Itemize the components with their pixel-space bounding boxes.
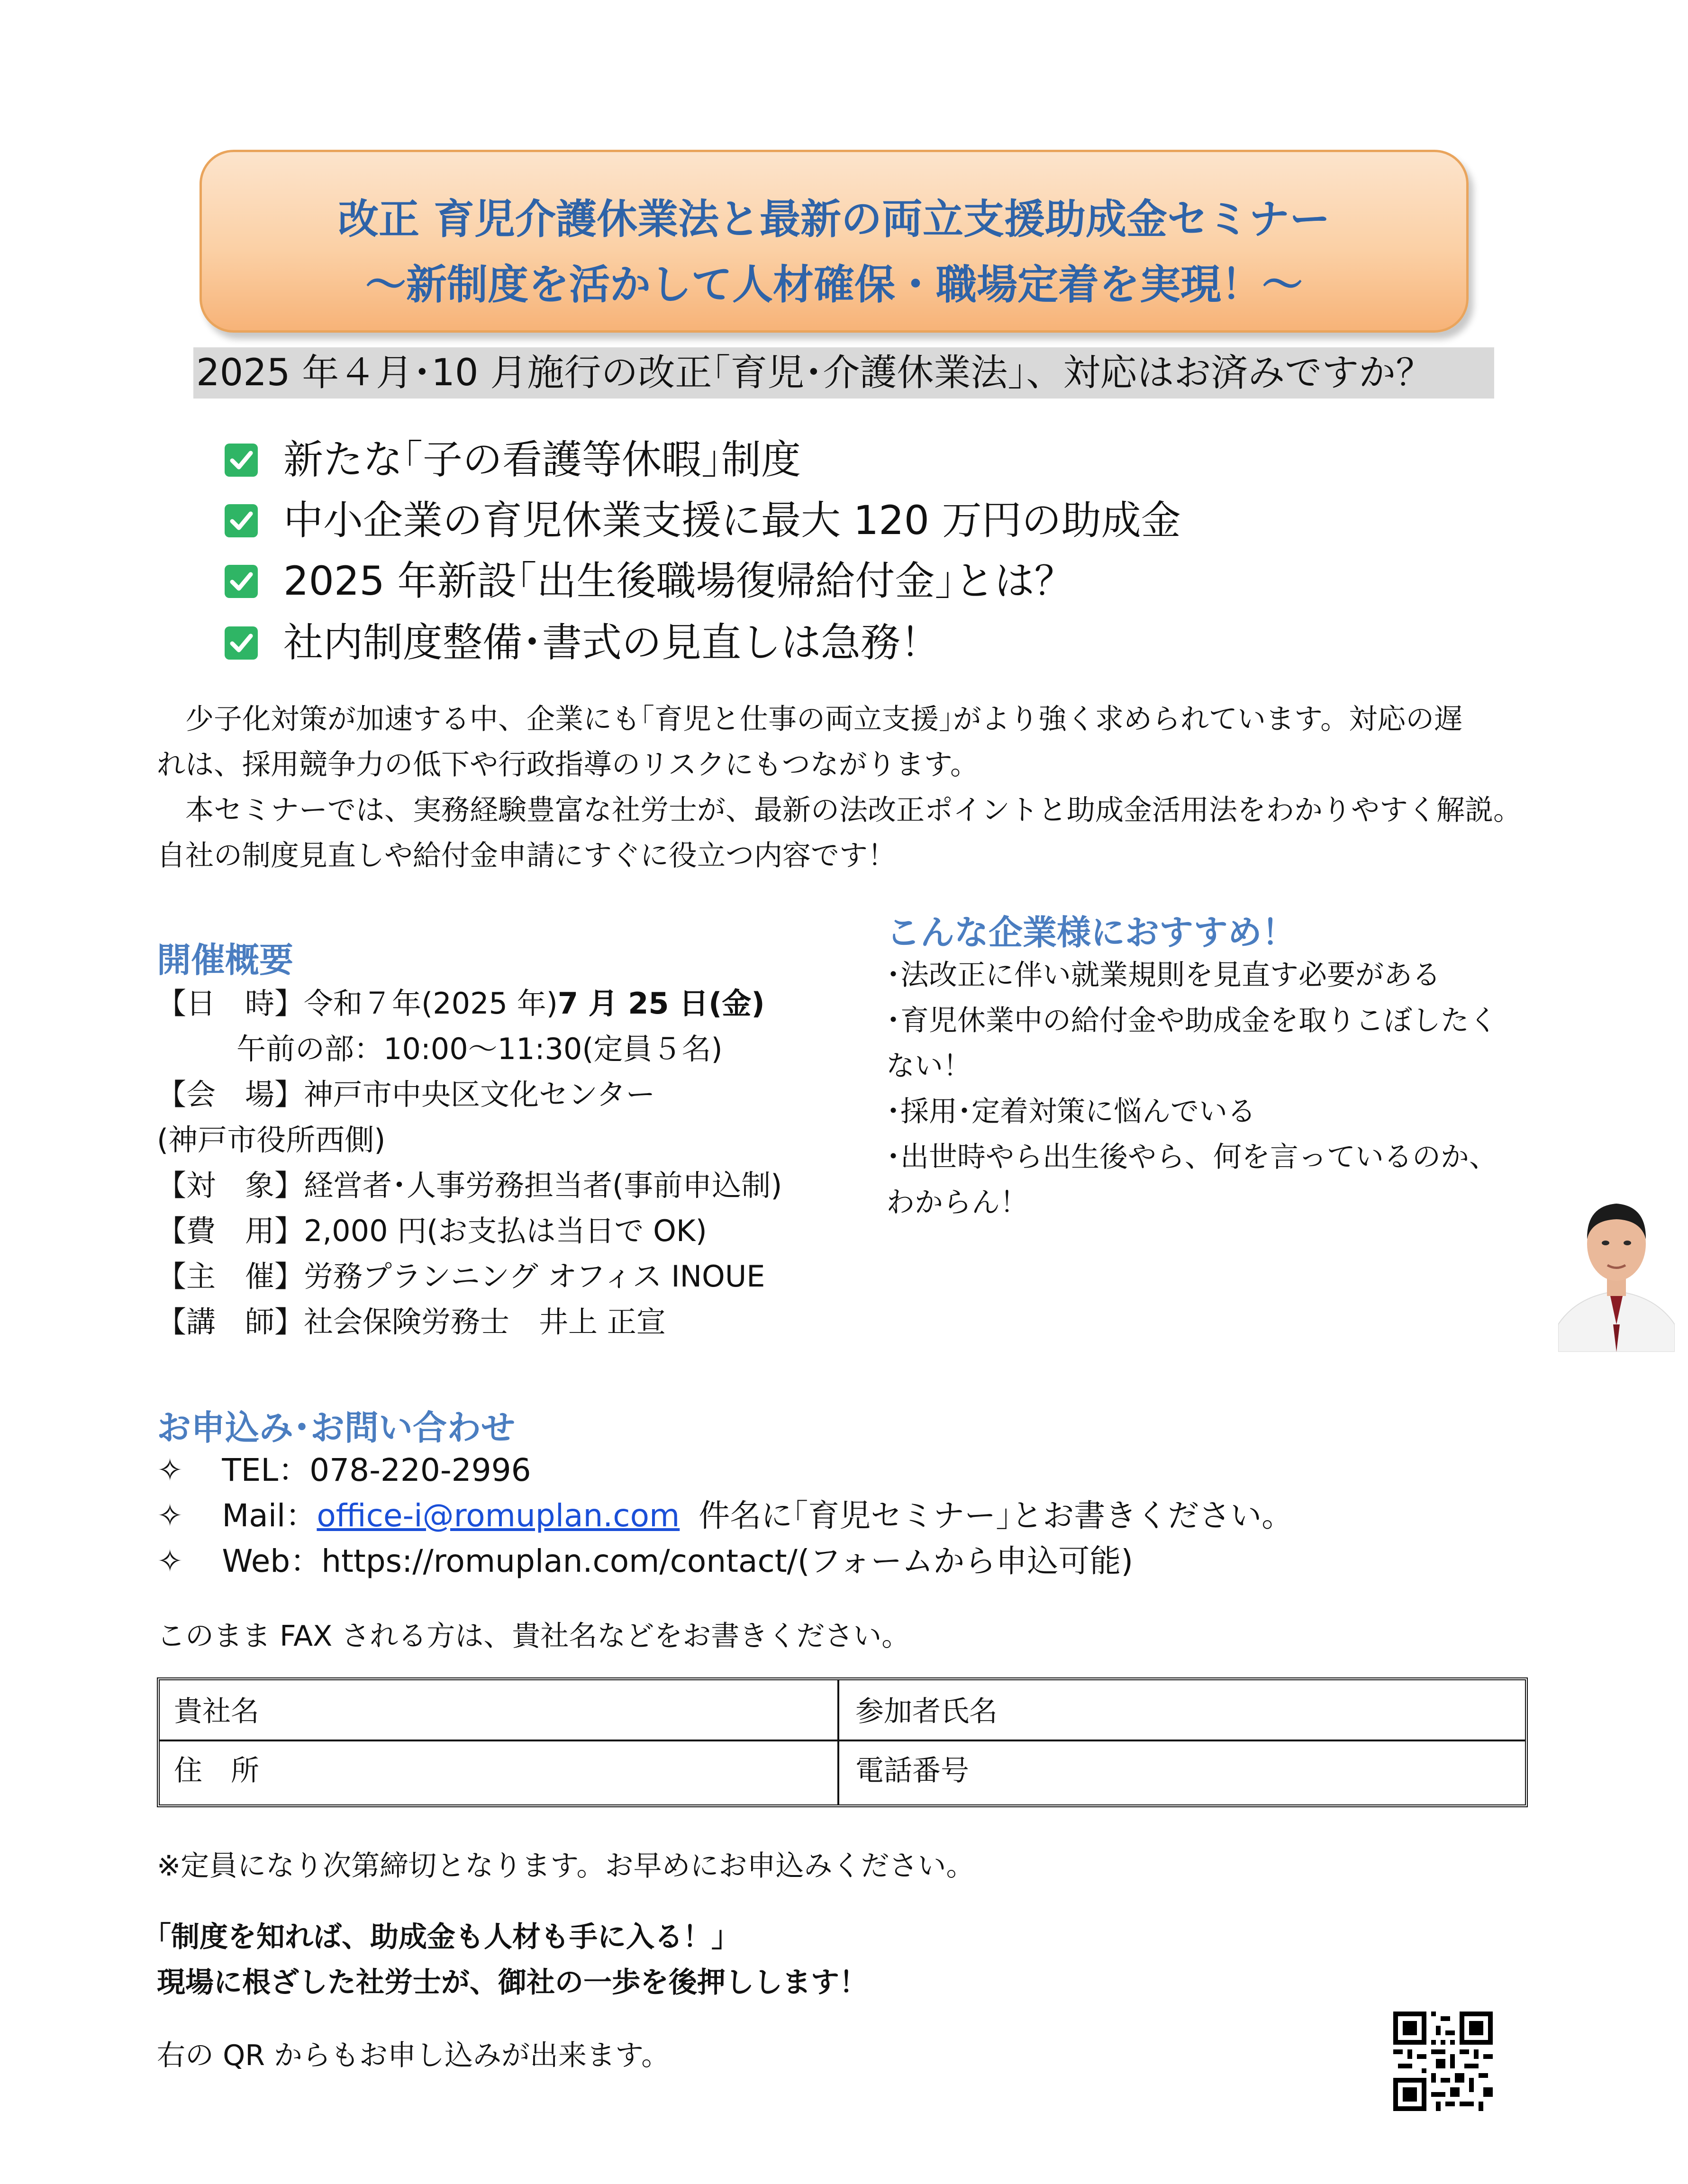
checklist-item: 2025 年新設｢出生後職場復帰給付金｣とは？	[283, 558, 1074, 604]
web-url[interactable]: Web：https://romuplan.com/contact/(フォームから申込可能)	[222, 1543, 1134, 1579]
checkbox-checked-icon	[225, 444, 258, 477]
venue-value: 神戸市中央区文化センター	[304, 1077, 655, 1112]
checkbox-checked-icon	[225, 626, 258, 660]
qr-code[interactable]	[1393, 2012, 1493, 2111]
fee-label: 【費 用】	[157, 1214, 304, 1248]
target-value: 経営者･人事労務担当者(事前申込制)	[304, 1168, 782, 1203]
lecturer-label: 【講 師】	[157, 1305, 304, 1339]
seminar-subtitle: ～新制度を活かして人材確保・職場定着を実現！～	[365, 261, 1303, 308]
venue-note: (神戸市役所西側)	[157, 1123, 386, 1157]
contact-title: お申込み･お問い合わせ	[157, 1408, 516, 1448]
overview-title: 開催概要	[157, 940, 294, 980]
fax-intro: このまま FAX される方は、貴社名などをお書きください。	[157, 1620, 910, 1653]
intro-line: 自社の制度見直しや給付金申請にすぐに役立つ内容です！	[157, 839, 896, 872]
date-prefix: 令和７年(2025 年)	[304, 986, 558, 1021]
intro-line: れは、採用競争力の低下や行政指導のリスクにもつながります。	[157, 748, 979, 781]
recommend-item: ･法改正に伴い就業規則を見直す必要がある	[886, 959, 1441, 992]
time-row: 午前の部：10:00～11:30(定員５名)	[236, 1032, 723, 1066]
checklist-item: 中小企業の育児休業支援に最大 120 万円の助成金	[283, 497, 1181, 544]
host-label: 【主 催】	[157, 1259, 304, 1294]
sparkle-icon: ✧	[157, 1543, 183, 1579]
lecturer-row	[157, 1299, 782, 1345]
recommend-item: ･育児休業中の給付金や助成金を取りこぼしたく	[886, 1004, 1497, 1037]
lecturer-value: 社会保険労務士 井上 正宣	[304, 1305, 666, 1339]
intro-paragraph	[157, 697, 1522, 879]
target-label: 【対 象】	[157, 1168, 304, 1203]
recommend-item: わからん！	[886, 1186, 1028, 1219]
contact-mail-row	[157, 1493, 1293, 1539]
contact-list	[157, 1448, 1293, 1584]
phone-field[interactable]: 電話番号	[855, 1754, 969, 1787]
checklist-item: 社内制度整備･書式の見直しは急務！	[283, 619, 941, 666]
host-value: 労務プランニング オフィス INOUE	[304, 1259, 765, 1294]
intro-line: 本セミナーでは、実務経験豊富な社労士が、最新の法改正ポイントと助成金活用法をわかりやすく解説。	[157, 794, 1522, 827]
tel-number[interactable]: TEL：078-220-2996	[222, 1452, 531, 1488]
contact-tel-row	[157, 1448, 1293, 1493]
fee-value: 2,000 円(お支払は当日で OK)	[304, 1214, 707, 1248]
mail-link[interactable]: office-i@romuplan.com	[317, 1497, 680, 1534]
company-name-field[interactable]: 貴社名	[174, 1695, 259, 1728]
table-divider-vertical	[837, 1680, 839, 1804]
participant-name-field[interactable]: 参加者氏名	[855, 1695, 998, 1728]
checkbox-checked-icon	[225, 565, 258, 598]
venue-label: 【会 場】	[157, 1077, 304, 1112]
sparkle-icon: ✧	[157, 1452, 183, 1488]
recommend-list	[886, 952, 1497, 1225]
date-highlight: 7 月 25 日(金)	[557, 986, 765, 1021]
closing-line-1: ｢制度を知れば、助成金も人材も手に入る！｣	[157, 1921, 726, 1954]
target-row	[157, 1163, 782, 1208]
mail-note: 件名に｢育児セミナー｣とお書きください。	[699, 1497, 1293, 1534]
deadline-notice: ※定員になり次第締切となります。お早めにお申込みください。	[157, 1849, 975, 1883]
address-field[interactable]: 住 所	[174, 1754, 259, 1787]
recommend-item: ･採用･定着対策に悩んでいる	[886, 1095, 1256, 1128]
overview-details	[157, 981, 782, 1345]
qr-note: 右の QR からもお申し込みが出来ます。	[157, 2039, 670, 2072]
recommend-item: ･出世時やら出生後やら、何を言っているのか、	[886, 1141, 1497, 1174]
closing-line-2: 現場に根ざした社労士が、御社の一歩を後押しします！	[157, 1966, 868, 1999]
headline-question: 2025 年４月･10 月施行の改正｢育児･介護休業法｣、対応はお済みですか？	[193, 347, 1494, 399]
fee-row	[157, 1208, 782, 1254]
mail-label: Mail：	[222, 1497, 317, 1534]
checkbox-checked-icon	[225, 504, 258, 537]
recommend-title: こんな企業様におすすめ！	[886, 913, 1296, 952]
checklist-item: 新たな｢子の看護等休暇｣制度	[283, 436, 801, 483]
venue-row	[157, 1072, 782, 1117]
lecturer-photo	[1558, 1182, 1675, 1352]
contact-web-row	[157, 1539, 1293, 1584]
host-row	[157, 1254, 782, 1299]
date-row	[157, 981, 782, 1026]
date-label: 【日 時】	[157, 986, 304, 1021]
fax-form-table	[157, 1677, 1528, 1807]
sparkle-icon: ✧	[157, 1497, 183, 1534]
table-divider-horizontal	[160, 1740, 1525, 1741]
intro-line: 少子化対策が加速する中、企業にも｢育児と仕事の両立支援｣がより強く求められています。対応の遅	[157, 703, 1463, 736]
recommend-item: ない！	[886, 1050, 971, 1083]
seminar-title: 改正 育児介護休業法と最新の両立支援助成金セミナー	[338, 196, 1330, 243]
